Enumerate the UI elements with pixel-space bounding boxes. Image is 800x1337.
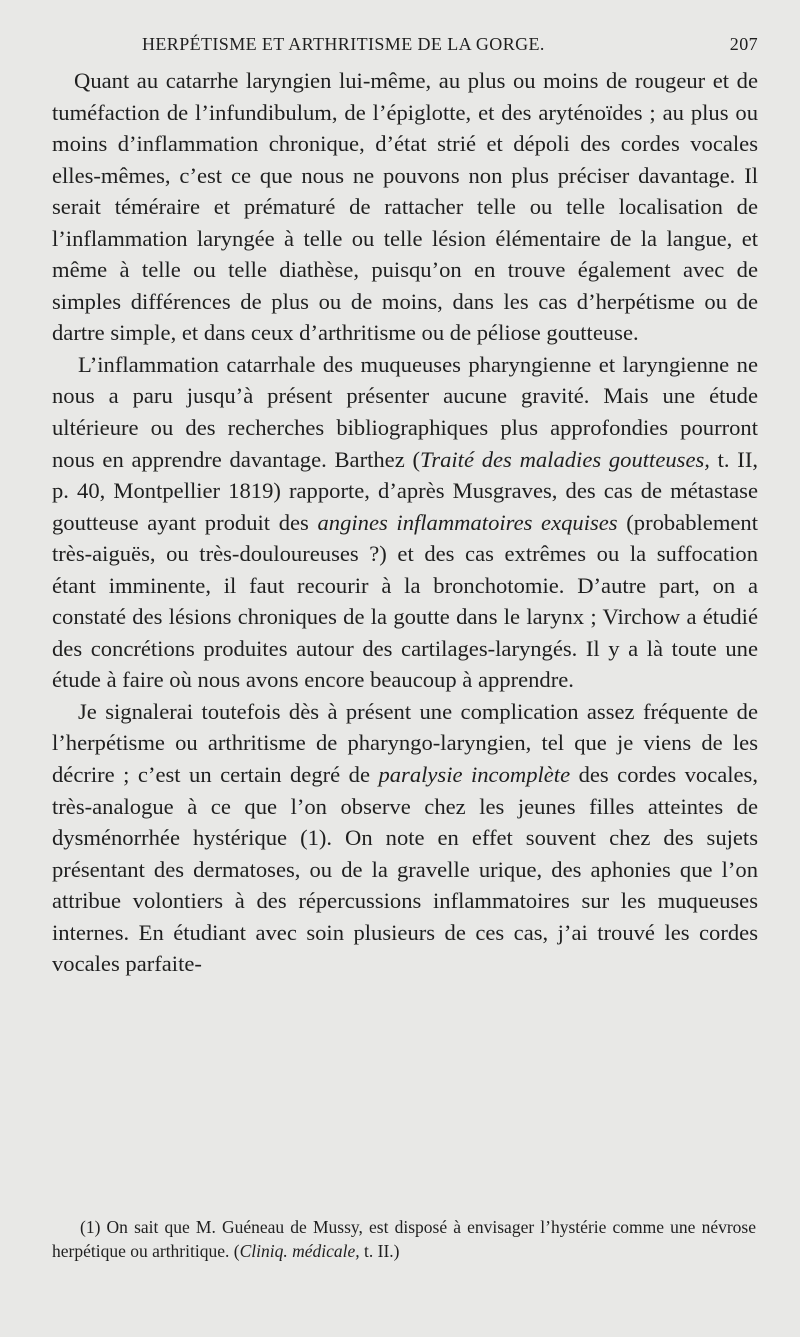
text-run: L’inflammation catarrhale des muqueuses pharyngienne et laryngienne ne nous a paru jusqu’à présent présenter aucune gravité. Mais une étude ultérieure ou des recherches bibliographiques plus approfondies pourront nous en apprendre davantage. Barthez (	[52, 351, 758, 472]
italic-text: Traité des maladies goutteuses,	[420, 446, 710, 472]
text-run: (1) On sait que M. Guéneau de Mussy, est disposé à envisager l’hystérie comme une névrose herpétique ou arthritique. (	[52, 1217, 756, 1261]
running-title: HERPÉTISME ET ARTHRITISME DE LA GORGE.	[142, 34, 545, 54]
paragraph	[52, 65, 758, 349]
italic-text: Cliniq. médicale,	[239, 1240, 360, 1261]
italic-text: paralysie incomplète	[378, 762, 571, 788]
page-number: 207	[729, 34, 758, 54]
italic-text: angines inflammatoires exquises	[317, 509, 618, 535]
text-run: t. II, p. 40, Montpellier 1819) rapporte, d’après Musgraves, des cas de métastase goutteuse ayant produit des	[52, 446, 759, 535]
paragraph	[52, 696, 758, 980]
text-run: Je signalerai toutefois dès à présent une complication assez fréquente de l’herpétisme ou arthritisme de pharyngo-laryngien, tel que je viens de les décrire ; c’est un certain degré de	[52, 698, 758, 788]
paragraph	[52, 349, 758, 696]
footnote	[52, 1216, 756, 1263]
footnotes	[52, 1216, 756, 1263]
body-text	[52, 65, 758, 980]
running-header	[52, 34, 758, 55]
text-run: des cordes vocales, très-analogue à ce que l’on observe chez les jeunes filles atteintes de dysménorrhée hystérique (1). On note en effet souvent chez des sujets présentant des dermatoses, ou de la gravelle urique, des aphonies que l’on attribue volontiers à des répercussions inflammatoires sur les muqueuses internes. En étudiant avec soin plusieurs de ces cas, j’ai trouvé les cordes vocales parfaite-	[52, 762, 758, 977]
text-run: t. II.)	[359, 1240, 400, 1261]
text-run: Quant au catarrhe laryngien lui-même, au plus ou moins de rougeur et de tuméfaction de l’infundibulum, de l’épiglotte, et des aryténoïdes ; au plus ou moins d’inflammation chronique, d’état strié et dépoli des cordes vocales elles-mêmes, c’est ce que nous ne pouvons non plus préciser davantage. Il serait téméraire et prématuré de rattacher telle ou telle localisation de l’inflammation laryngée à telle ou telle lésion élémentaire de la langue, et même à telle ou telle diathèse, puisqu’on en trouve également avec de simples différences de plus ou de moins, dans les cas d’herpétisme ou de dartre simple, et dans ceux d’arthritisme ou de péliose goutteuse.	[52, 68, 758, 346]
text-run: (probablement très-aiguës, ou très-douloureuses ?) et des cas extrêmes ou la suffocation étant imminente, il faut recourir à la bronchotomie. D’autre part, on a constaté des lésions chroniques de la goutte dans le larynx ; Virchow a étudié des concrétions produites autour des cartilages-laryngés. Il y a là toute une étude à faire où nous avons encore beaucoup à apprendre.	[52, 509, 759, 693]
